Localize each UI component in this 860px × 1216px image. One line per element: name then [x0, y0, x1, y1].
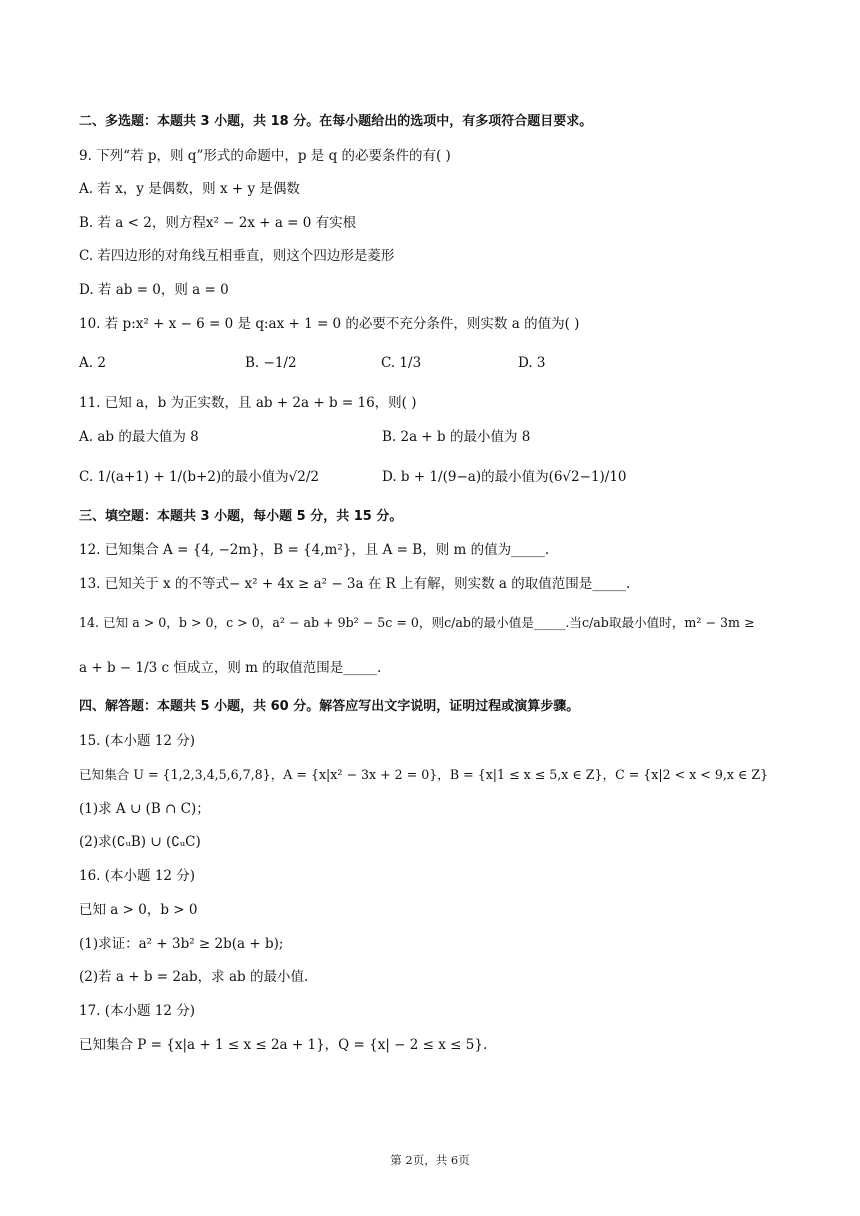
question-10-option-d: D. 3: [518, 355, 546, 371]
question-10-stem: 10. 若 p:x² + x − 6 = 0 是 q:ax + 1 = 0 的必要不充分条件，则实数 a 的值为( ): [79, 316, 580, 332]
question-15-part2: (2)求(∁ᵤB) ∪ (∁ᵤC): [79, 834, 201, 850]
question-16-given: 已知 a > 0，b > 0: [79, 902, 198, 918]
question-17-given: 已知集合 P = {x|a + 1 ≤ x ≤ 2a + 1}，Q = {x| − 2 ≤ x ≤ 5}.: [79, 1037, 488, 1053]
page-footer: 第 2页，共 6页: [390, 1153, 470, 1167]
question-10-option-a: A. 2: [79, 355, 106, 371]
question-10-option-b: B. −1/2: [245, 355, 297, 371]
question-11-option-a: A. ab 的最大值为 8: [79, 429, 199, 445]
question-15-given: 已知集合 U = {1,2,3,4,5,6,7,8}，A = {x|x² − 3x + 2 = 0}，B = {x|1 ≤ x ≤ 5,x ∈ Z}，C = {x|2 < x < 9,x ∈ Z}: [79, 767, 769, 782]
question-17-title: 17. (本小题 12 分): [79, 1003, 196, 1019]
question-11-option-b: B. 2a + b 的最小值为 8: [382, 429, 531, 445]
section-3-heading: 三、填空题：本题共 3 小题，每小题 5 分，共 15 分。: [79, 509, 403, 524]
question-9-option-d: D. 若 ab = 0，则 a = 0: [79, 282, 229, 298]
question-11-option-d: D. b + 1/(9−a)的最小值为(6√2−1)/10: [382, 469, 627, 485]
question-11-stem: 11. 已知 a，b 为正实数，且 ab + 2a + b = 16，则( ): [79, 395, 417, 411]
question-11-option-c: C. 1/(a+1) + 1/(b+2)的最小值为√2/2: [79, 469, 319, 485]
section-4-heading: 四、解答题：本题共 5 小题，共 60 分。解答应写出文字说明，证明过程或演算步骤。: [79, 699, 580, 714]
question-14-line2: a + b − 1/3 c 恒成立，则 m 的取值范围是_____.: [79, 660, 382, 676]
question-14-line1: 14. 已知 a > 0，b > 0，c > 0，a² − ab + 9b² − 5c = 0，则c/ab的最小值是_____.当c/ab取最小值时，m² − 3m ≥: [79, 615, 755, 630]
section-2-heading: 二、多选题：本题共 3 小题，共 18 分。在每小题给出的选项中，有多项符合题目要求。: [79, 114, 593, 129]
question-16-part2: (2)若 a + b = 2ab，求 ab 的最小值.: [79, 969, 309, 985]
question-9-option-c: C. 若四边形的对角线互相垂直，则这个四边形是菱形: [79, 248, 395, 264]
question-16-title: 16. (本小题 12 分): [79, 868, 196, 884]
question-10-option-c: C. 1/3: [381, 355, 422, 371]
question-9-option-b: B. 若 a < 2，则方程x² − 2x + a = 0 有实根: [79, 215, 357, 231]
question-15-part1: (1)求 A ∪ (B ∩ C)；: [79, 801, 210, 817]
question-9-option-a: A. 若 x，y 是偶数，则 x + y 是偶数: [79, 181, 300, 197]
question-15-title: 15. (本小题 12 分): [79, 733, 196, 749]
question-16-part1: (1)求证：a² + 3b² ≥ 2b(a + b);: [79, 936, 284, 952]
question-12: 12. 已知集合 A = {4, −2m}，B = {4,m²}，且 A = B，则 m 的值为_____.: [79, 542, 550, 558]
question-9-stem: 9. 下列“若 p，则 q”形式的命题中，p 是 q 的必要条件的有( ): [79, 148, 451, 164]
question-13: 13. 已知关于 x 的不等式− x² + 4x ≥ a² − 3a 在 R 上有解，则实数 a 的取值范围是_____.: [79, 576, 631, 592]
